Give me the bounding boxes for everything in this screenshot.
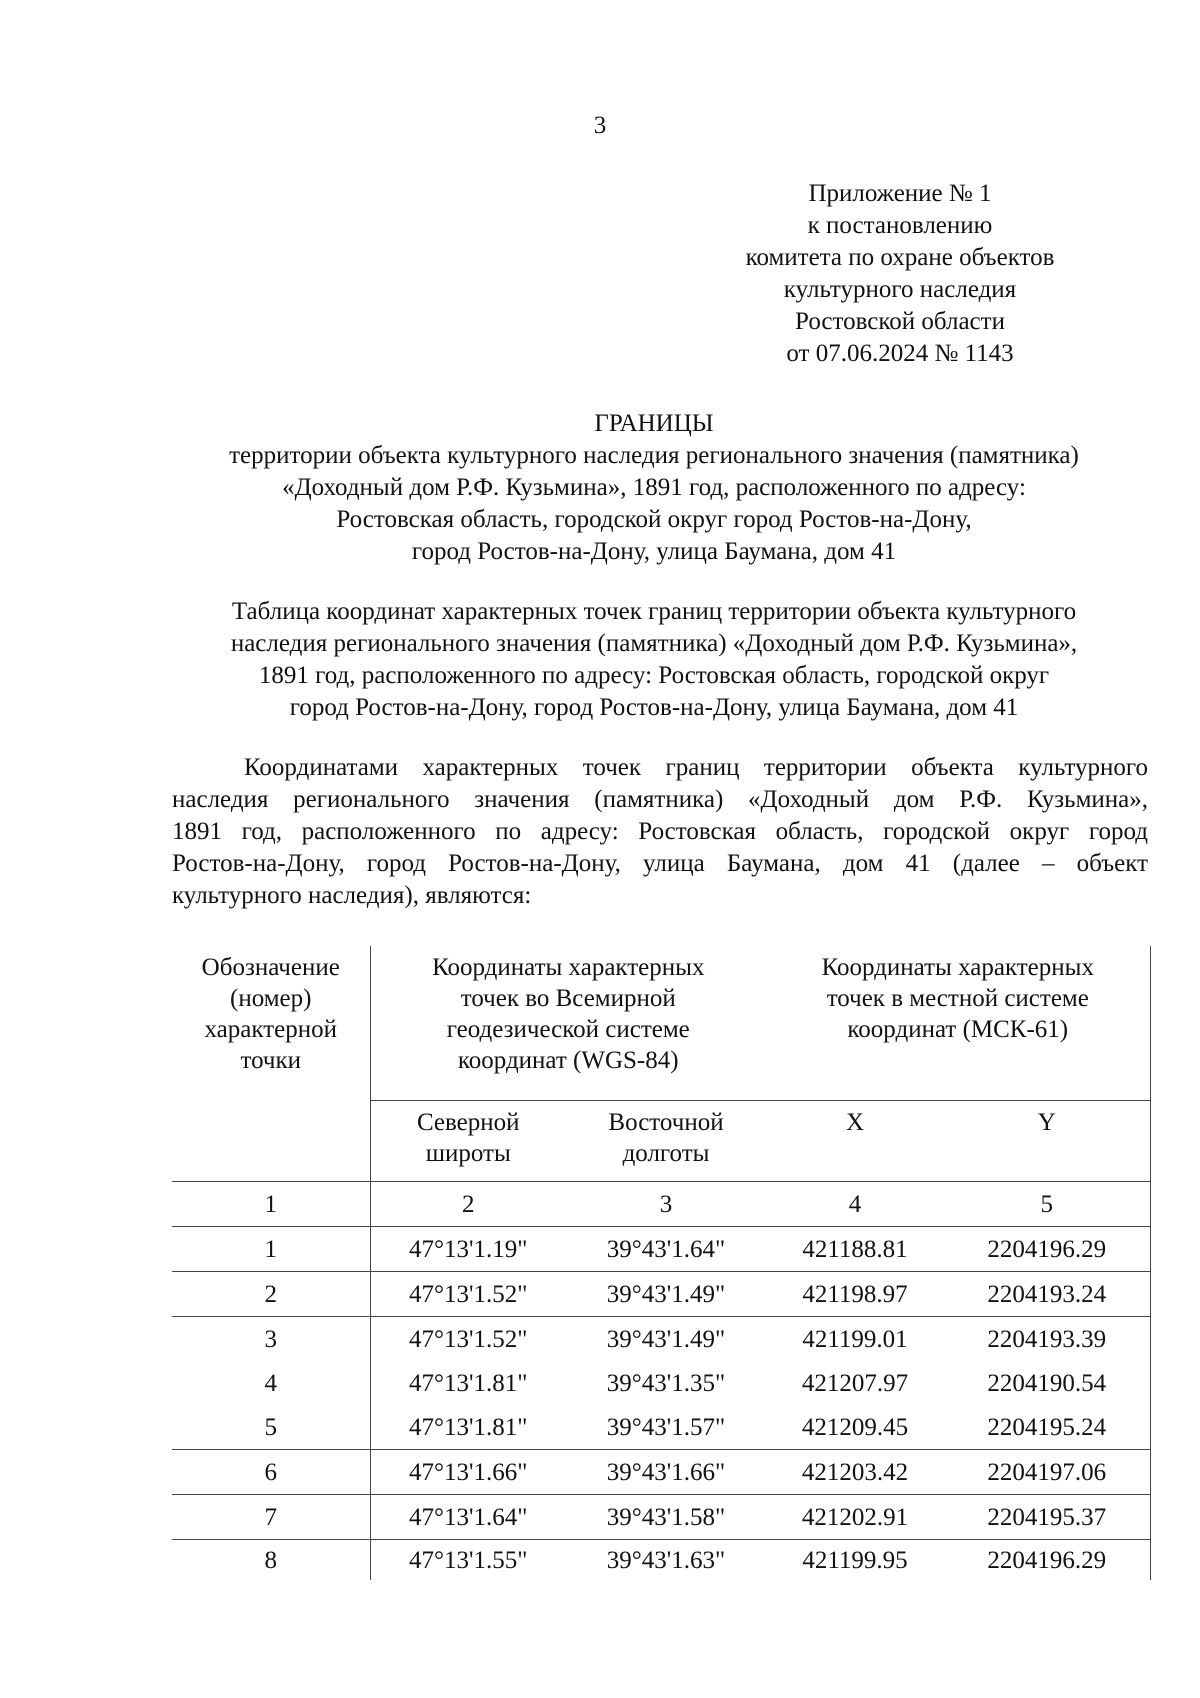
header-text: Восточной bbox=[608, 1109, 724, 1136]
cell-longitude: 39°43'1.64" bbox=[566, 1227, 766, 1272]
title-line: Ростовская область, городской округ город Ростов-на-Дону, bbox=[336, 506, 972, 533]
cell-y: 2204193.39 bbox=[944, 1317, 1150, 1362]
cell-latitude: 47°13'1.81" bbox=[370, 1361, 566, 1405]
header-text: Северной bbox=[416, 1109, 520, 1136]
header-text: Координаты характерных bbox=[432, 954, 705, 981]
caption-line: наследия регионального значения (памятника) «Доходный дом Р.Ф. Кузьмина», bbox=[230, 630, 1078, 657]
cell-latitude: 47°13'1.52" bbox=[370, 1317, 566, 1362]
table-row bbox=[172, 1450, 1150, 1495]
cell-longitude: 39°43'1.35" bbox=[606, 1369, 726, 1397]
table-row bbox=[172, 1317, 1150, 1362]
header-text: Обозначение bbox=[201, 954, 340, 981]
cell-x: 421202.91 bbox=[766, 1495, 944, 1540]
cell-latitude: 47°13'1.81" bbox=[370, 1405, 566, 1450]
column-number: 5 bbox=[944, 1182, 1150, 1227]
cell-y: 2204197.06 bbox=[944, 1450, 1150, 1495]
header-latitude bbox=[370, 1101, 566, 1182]
cell-point: 7 bbox=[172, 1495, 370, 1540]
cell-point: 3 bbox=[172, 1317, 370, 1362]
document-title bbox=[160, 408, 1148, 568]
header-text: долготы bbox=[622, 1140, 710, 1167]
table-row bbox=[172, 1361, 1150, 1405]
column-number: 1 bbox=[172, 1182, 370, 1227]
header-msk61 bbox=[766, 946, 1150, 1101]
header-longitude bbox=[566, 1101, 766, 1182]
cell-x: 421199.01 bbox=[766, 1317, 944, 1362]
cell-latitude: 47°13'1.55" bbox=[370, 1540, 566, 1581]
header-text: точки bbox=[240, 1047, 302, 1074]
cell-x: 421188.81 bbox=[766, 1227, 944, 1272]
table-row bbox=[172, 1227, 1150, 1272]
title-line: территории объекта культурного наследия регионального значения (памятника) bbox=[229, 442, 1079, 469]
cell-point: 2 bbox=[172, 1272, 370, 1317]
header-text: характерной bbox=[204, 1016, 337, 1043]
cell-point: 1 bbox=[172, 1227, 370, 1272]
cell-longitude: 39°43'1.49" bbox=[566, 1317, 766, 1362]
table-row bbox=[172, 1540, 1150, 1581]
cell-point: 5 bbox=[264, 1413, 277, 1441]
appendix-line: от 07.06.2024 № 1143 bbox=[786, 340, 1014, 367]
cell-x: 421199.95 bbox=[766, 1540, 944, 1581]
cell-y: 2204190.54 bbox=[944, 1361, 1150, 1405]
appendix-line: культурного наследия bbox=[783, 276, 1017, 303]
table-row bbox=[172, 1495, 1150, 1540]
cell-y: 2204196.29 bbox=[944, 1540, 1150, 1581]
cell-x: 421203.42 bbox=[766, 1450, 944, 1495]
appendix-block bbox=[730, 178, 1070, 370]
column-number: 3 bbox=[566, 1182, 766, 1227]
cell-x: 421209.45 bbox=[801, 1413, 909, 1441]
table-row bbox=[172, 1405, 1150, 1450]
cell-y: 2204196.29 bbox=[944, 1227, 1150, 1272]
intro-line: 1891 год, расположенного по адресу: Ростовская область, городской округ город bbox=[172, 818, 1148, 845]
header-text: координат (МСК-61) bbox=[847, 1016, 1069, 1043]
cell-y: 2204193.24 bbox=[944, 1272, 1150, 1317]
cell-longitude: 39°43'1.66" bbox=[566, 1450, 766, 1495]
title-heading: ГРАНИЦЫ bbox=[594, 410, 714, 437]
cell-longitude: 39°43'1.63" bbox=[566, 1540, 766, 1581]
table-caption bbox=[160, 596, 1148, 724]
cell-point: 6 bbox=[172, 1450, 370, 1495]
intro-line: наследия регионального значения (памятника) «Доходный дом Р.Ф. Кузьмина», bbox=[172, 786, 1148, 813]
appendix-line: Приложение № 1 bbox=[808, 180, 992, 207]
cell-latitude: 47°13'1.19" bbox=[370, 1227, 566, 1272]
header-text: координат (WGS-84) bbox=[457, 1047, 679, 1074]
title-line: «Доходный дом Р.Ф. Кузьмина», 1891 год, расположенного по адресу: bbox=[282, 474, 1026, 501]
intro-line: культурного наследия), являются: bbox=[172, 882, 532, 909]
intro-line: Ростов-на-Дону, город Ростов-на-Дону, улица Баумана, дом 41 (далее – объект bbox=[172, 850, 1148, 877]
header-wgs84 bbox=[370, 946, 766, 1101]
header-text: широты bbox=[425, 1140, 511, 1167]
appendix-line: Ростовской области bbox=[795, 308, 1005, 335]
header-y: Y bbox=[944, 1101, 1150, 1182]
column-number: 2 bbox=[370, 1182, 566, 1227]
cell-y: 2204195.24 bbox=[944, 1405, 1150, 1450]
caption-line: город Ростов-на-Дону, город Ростов-на-Дону, улица Баумана, дом 41 bbox=[289, 694, 1019, 721]
header-point-designation bbox=[172, 946, 370, 1182]
table-row bbox=[172, 1272, 1150, 1317]
cell-latitude: 47°13'1.64" bbox=[370, 1495, 566, 1540]
cell-longitude: 39°43'1.58" bbox=[566, 1495, 766, 1540]
cell-longitude: 39°43'1.49" bbox=[566, 1272, 766, 1317]
header-x: X bbox=[845, 1109, 865, 1136]
cell-x: 421198.97 bbox=[766, 1272, 944, 1317]
intro-line: Координатами характерных точек границ территории объекта культурного bbox=[244, 754, 1148, 781]
header-text: точек в местной системе bbox=[826, 985, 1089, 1012]
intro-paragraph bbox=[172, 752, 1148, 912]
caption-line: 1891 год, расположенного по адресу: Ростовская область, городской округ bbox=[258, 662, 1050, 689]
appendix-line: к постановлению bbox=[807, 212, 993, 239]
title-line: город Ростов-на-Дону, улица Баумана, дом 41 bbox=[411, 538, 897, 565]
cell-y: 2204195.37 bbox=[944, 1495, 1150, 1540]
cell-latitude: 47°13'1.66" bbox=[370, 1450, 566, 1495]
cell-x: 421207.97 bbox=[801, 1369, 909, 1397]
header-text: точек во Всемирной bbox=[460, 985, 676, 1012]
appendix-line: комитета по охране объектов bbox=[745, 244, 1055, 271]
cell-latitude: 47°13'1.52" bbox=[370, 1272, 566, 1317]
header-text: (номер) bbox=[230, 985, 312, 1012]
cell-longitude: 39°43'1.57" bbox=[606, 1413, 726, 1441]
header-text: Координаты характерных bbox=[821, 954, 1094, 981]
header-text: геодезической системе bbox=[446, 1016, 690, 1043]
column-number: 4 bbox=[766, 1182, 944, 1227]
coordinates-table bbox=[172, 946, 1151, 1580]
caption-line: Таблица координат характерных точек границ территории объекта культурного bbox=[231, 598, 1077, 625]
page-number: 3 bbox=[593, 112, 607, 139]
cell-point: 4 bbox=[264, 1369, 277, 1397]
cell-point: 8 bbox=[172, 1540, 370, 1581]
